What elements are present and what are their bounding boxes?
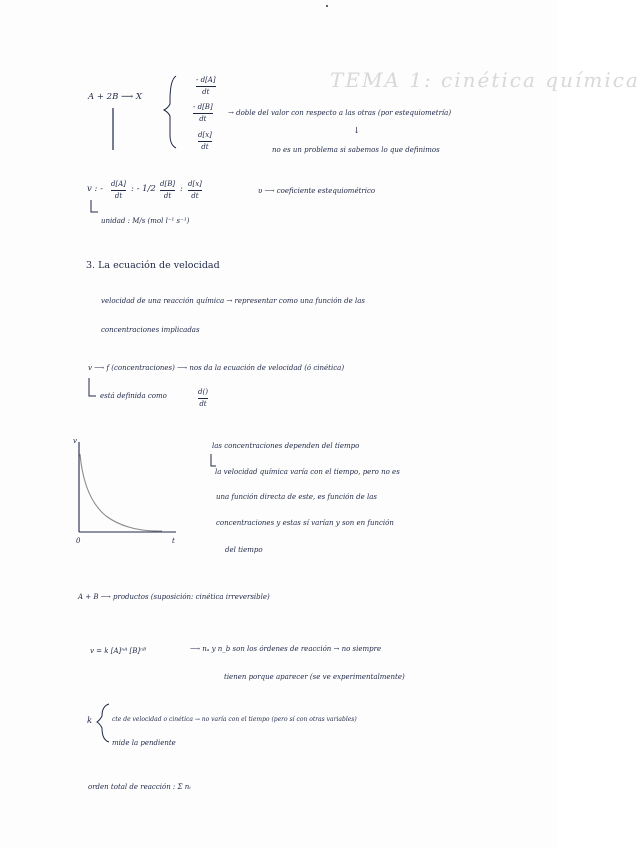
graph-axis-t: t	[172, 537, 175, 545]
k-letter: k	[87, 716, 93, 726]
graph-note-1: las concentraciones dependen del tiempo	[212, 442, 360, 450]
v-a-denominator: dt	[114, 192, 123, 200]
decay-curve	[80, 454, 162, 531]
v-a-numerator: d[A]	[111, 180, 126, 188]
defined-as-text: está definida como	[100, 392, 167, 400]
graph-axis-v: v	[73, 437, 77, 445]
definition-line-1: velocidad de una reacción química → representar como una función de las	[101, 297, 365, 305]
total-order: orden total de reacción : Σ nᵢ	[88, 783, 191, 791]
v-colon: :	[180, 184, 183, 194]
v-prefix: v : -	[87, 184, 103, 194]
v-x-numerator: d[x]	[188, 180, 202, 188]
k-note-2: mide la pendiente	[112, 739, 176, 747]
v-b-denominator: dt	[163, 192, 172, 200]
v-a-fraction	[111, 180, 126, 201]
graph-note-3: una función directa de este, es función de las	[216, 493, 377, 501]
units-note: unidad : M/s (mol l⁻¹ s⁻¹)	[101, 217, 190, 225]
products-line: A + B ⟶ productos (suposición: cinética irreversible)	[78, 593, 270, 601]
rate-law-note-2: tienen porque aparecer (se ve experimentalmente)	[224, 673, 405, 681]
v-b-numerator: d[B]	[160, 180, 176, 188]
graph-note-4: concentraciones y estas sí varían y son en función	[216, 519, 394, 527]
k-note-1: cte de velocidad o cinética → no varía con el tiempo (pero sí con otras variables)	[112, 716, 357, 723]
defined-numerator: d()	[198, 388, 208, 396]
section-title: 3. La ecuación de velocidad	[86, 260, 220, 271]
rate-a-numerator: - d[A]	[196, 76, 216, 84]
fraction-bar	[198, 141, 212, 142]
definition-line-2: concentraciones implicadas	[101, 326, 200, 334]
v-function-line: v ⟶ f (concentraciones) ⟶ nos da la ecuación de velocidad (ó cinética)	[88, 364, 345, 372]
rate-law: v = k [A]ⁿᴬ [B]ⁿᴮ	[90, 647, 147, 655]
decay-graph	[70, 436, 180, 544]
rate-x-denominator: dt	[201, 143, 209, 151]
fraction-bar	[193, 113, 213, 114]
defined-fraction	[198, 388, 208, 409]
rate-x-numerator: d[x]	[198, 131, 212, 139]
graph-note-5: del tiempo	[225, 546, 263, 554]
down-arrow: ↓	[353, 126, 361, 136]
v-half: : - 1/2	[131, 184, 156, 194]
double-value-note: → doble del valor con respecto a las otras (por estequiometría)	[228, 109, 452, 117]
fraction-bar	[188, 190, 202, 191]
rate-a-fraction	[196, 76, 216, 97]
v-x-denominator: dt	[191, 192, 199, 200]
rate-a-denominator: dt	[202, 88, 210, 96]
rate-law-note-1: ⟶ nₐ y n_b son los órdenes de reacción → no siempre	[190, 645, 382, 653]
fraction-bar	[198, 398, 208, 399]
bleed-through-text: TEMA 1: cinética química	[330, 68, 640, 92]
reaction-equation: A + 2B ⟶ X	[88, 92, 142, 102]
graph-axis-zero: 0	[76, 537, 81, 545]
rate-x-fraction	[198, 131, 212, 152]
no-problem-note: no es un problema si sabemos lo que definimos	[272, 146, 440, 154]
fraction-bar	[111, 190, 126, 191]
fraction-bar	[160, 190, 175, 191]
graph-note-2: la velocidad química varía con el tiempo, pero no es	[215, 468, 400, 476]
rate-b-fraction	[193, 103, 213, 124]
v-x-fraction	[188, 180, 202, 201]
rate-b-numerator: - d[B]	[193, 103, 213, 111]
defined-denominator: dt	[199, 400, 207, 408]
stoichiometric-note: υ ⟶ coeficiente estequiométrico	[258, 187, 376, 195]
fraction-bar	[196, 86, 216, 87]
v-b-fraction	[160, 180, 175, 201]
rate-b-denominator: dt	[199, 115, 207, 123]
